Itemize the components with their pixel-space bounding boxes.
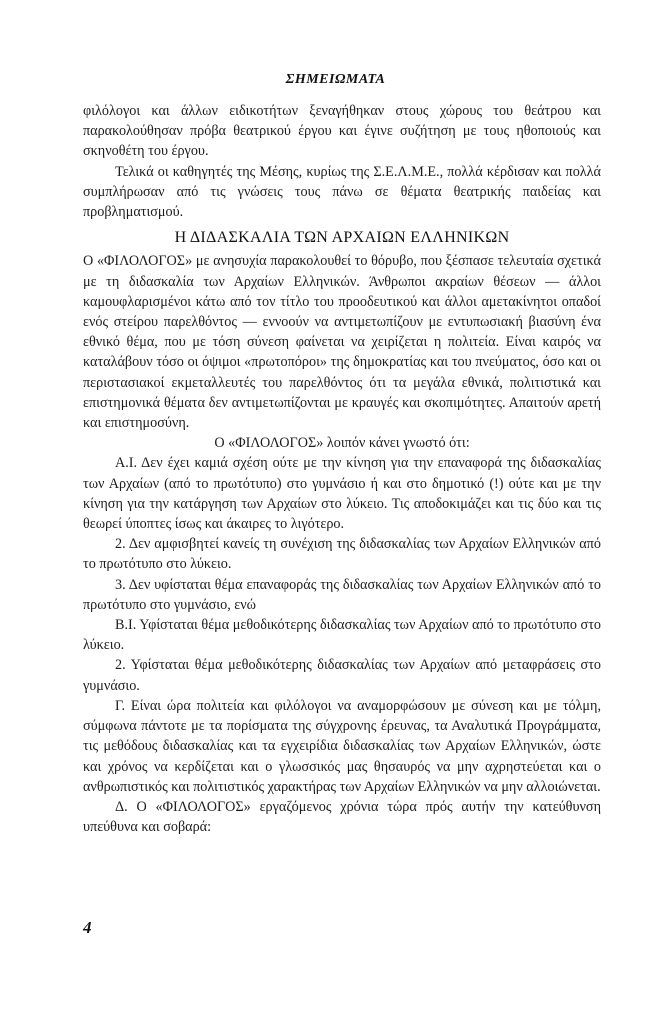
section-title: Η ΔΙΔΑΣΚΑΛΙΑ ΤΩΝ ΑΡΧΑΙΩΝ ΕΛΛΗΝΙΚΩΝ <box>174 229 510 247</box>
point-g: Γ. Είναι ώρα πολιτεία και φιλόλογοι να αναμορφώσουν με σύνεση και με τόλμη, σύμφωνα πάντοτε με τα πορίσματα της σύγχρονης έρευνας, τα Αναλυτικά Προγράμματα, τις μεθόδους διδασκαλίας και τα εγχειρίδια διδασκαλίας των Αρχαίων Ελληνικών, ώστε και χρόνος να κερδίζεται και ο γλωσσικός μας θησαυρός να μην αχρηστεύεται και ο ανθρωπιστικός και πολιτιστικός χαρακτήρας των Αρχαίων Ελληνικών να μην αλλοιώνεται. <box>83 697 601 795</box>
announcement-line: Ο «ΦΙΛΟΛΟΓΟΣ» λοιπόν κάνει γνωστό ότι: <box>214 435 470 452</box>
paragraph-selme: Τελικά οι καθηγητές της Μέσης, κυρίως της Σ.Ε.Λ.Μ.Ε., πολλά κέρδισαν και πολλά συμπλήρωσαν από τις γνώσεις τους πάνω σε θέματα θεατρικής παιδείας και προβληματισμού. <box>83 163 601 221</box>
point-a3: 3. Δεν υφίσταται θέμα επαναφοράς της διδασκαλίας των Αρχαίων Ελληνικών από το πρωτότυπο στο γυμνάσιο, ενώ <box>83 576 601 613</box>
paragraph-continued: φιλόλογοι και άλλων ειδικοτήτων ξεναγήθηκαν στους χώρους του θεάτρου και παρακολούθησαν πρόβα θεατρικού έργου και έγινε συζήτηση με τους ηθοποιούς και σκηνοθέτη του έργου. <box>83 103 601 160</box>
point-a2: 2. Δεν αμφισβητεί κανείς τη συνέχιση της διδασκαλίας των Αρχαίων Ελληνικών από το πρωτότυπο στο λύκειο. <box>83 536 601 573</box>
intro-paragraph: Ο «ΦΙΛΟΛΟΓΟΣ» με ανησυχία παρακολουθεί το θόρυβο, που ξέσπασε τελευταία σχετικά με τη διδασκαλία των Αρχαίων Ελληνικών. Άνθρωποι ακραίων θέσεων — άλλοι καμουφλαρισμένοι κάτω από τον τίτλο του προοδευτικού και άλλοι αμετακίνητοι οπαδοί ενός στείρου παρελθόντος — εννοούν να αντιμετωπίζουν με εντυπωσιακή βιασύνη ένα εθνικό θέμα, που με τόση σύνεση φαίνεται να χειρίζεται η πολιτεία. Είναι καιρός να καταλάβουν τόσο οι όψιμοι «πρωτοπόροι» της δημοκρατίας και του πνεύματος, όσο και οι περιστασιακοί εκμεταλλευτές του παρελθόντος ότι τα μεγάλα εθνικά, πολιτιστικά και επιστημονικά θέματα δεν αντιμετωπίζονται με κραυγές και σκοπιμότητες. Απαιτούν αρετή και επιστημοσύνη. <box>83 253 601 432</box>
running-head: ΣΗΜΕΙΩΜΑΤΑ <box>285 72 386 87</box>
point-a1: Α.Ι. Δεν έχει καμιά σχέση ούτε με την κίνηση για την επαναφορά της διδασκαλίας των Αρχαίων (από το πρωτότυπο) στο γυμνάσιο ή και στο δημοτικό (!) ούτε και με την κίνηση για την κατάργηση των Αρχαίων στο λύκειο. Τις αποδοκιμάζει και τις δύο και τις θεωρεί ύποπτες ίσως και άκαιρες το λιγότερο. <box>83 455 601 533</box>
point-d: Δ. Ο «ΦΙΛΟΛΟΓΟΣ» εργαζόμενος χρόνια τώρα πρός αυτήν την κατεύθυνση υπεύθυνα και σοβαρά: <box>83 798 601 836</box>
page-number: 4 <box>83 918 92 937</box>
point-b2: 2. Υφίσταται θέμα μεθοδικότερης διδασκαλίας των Αρχαίων από μεταφράσεις στο γυμνάσιο. <box>83 657 601 694</box>
body-text <box>83 101 601 837</box>
point-b1: Β.Ι. Υφίσταται θέμα μεθοδικότερης διδασκαλίας των Αρχαίων από το πρωτότυπο στο λύκειο. <box>83 617 601 654</box>
